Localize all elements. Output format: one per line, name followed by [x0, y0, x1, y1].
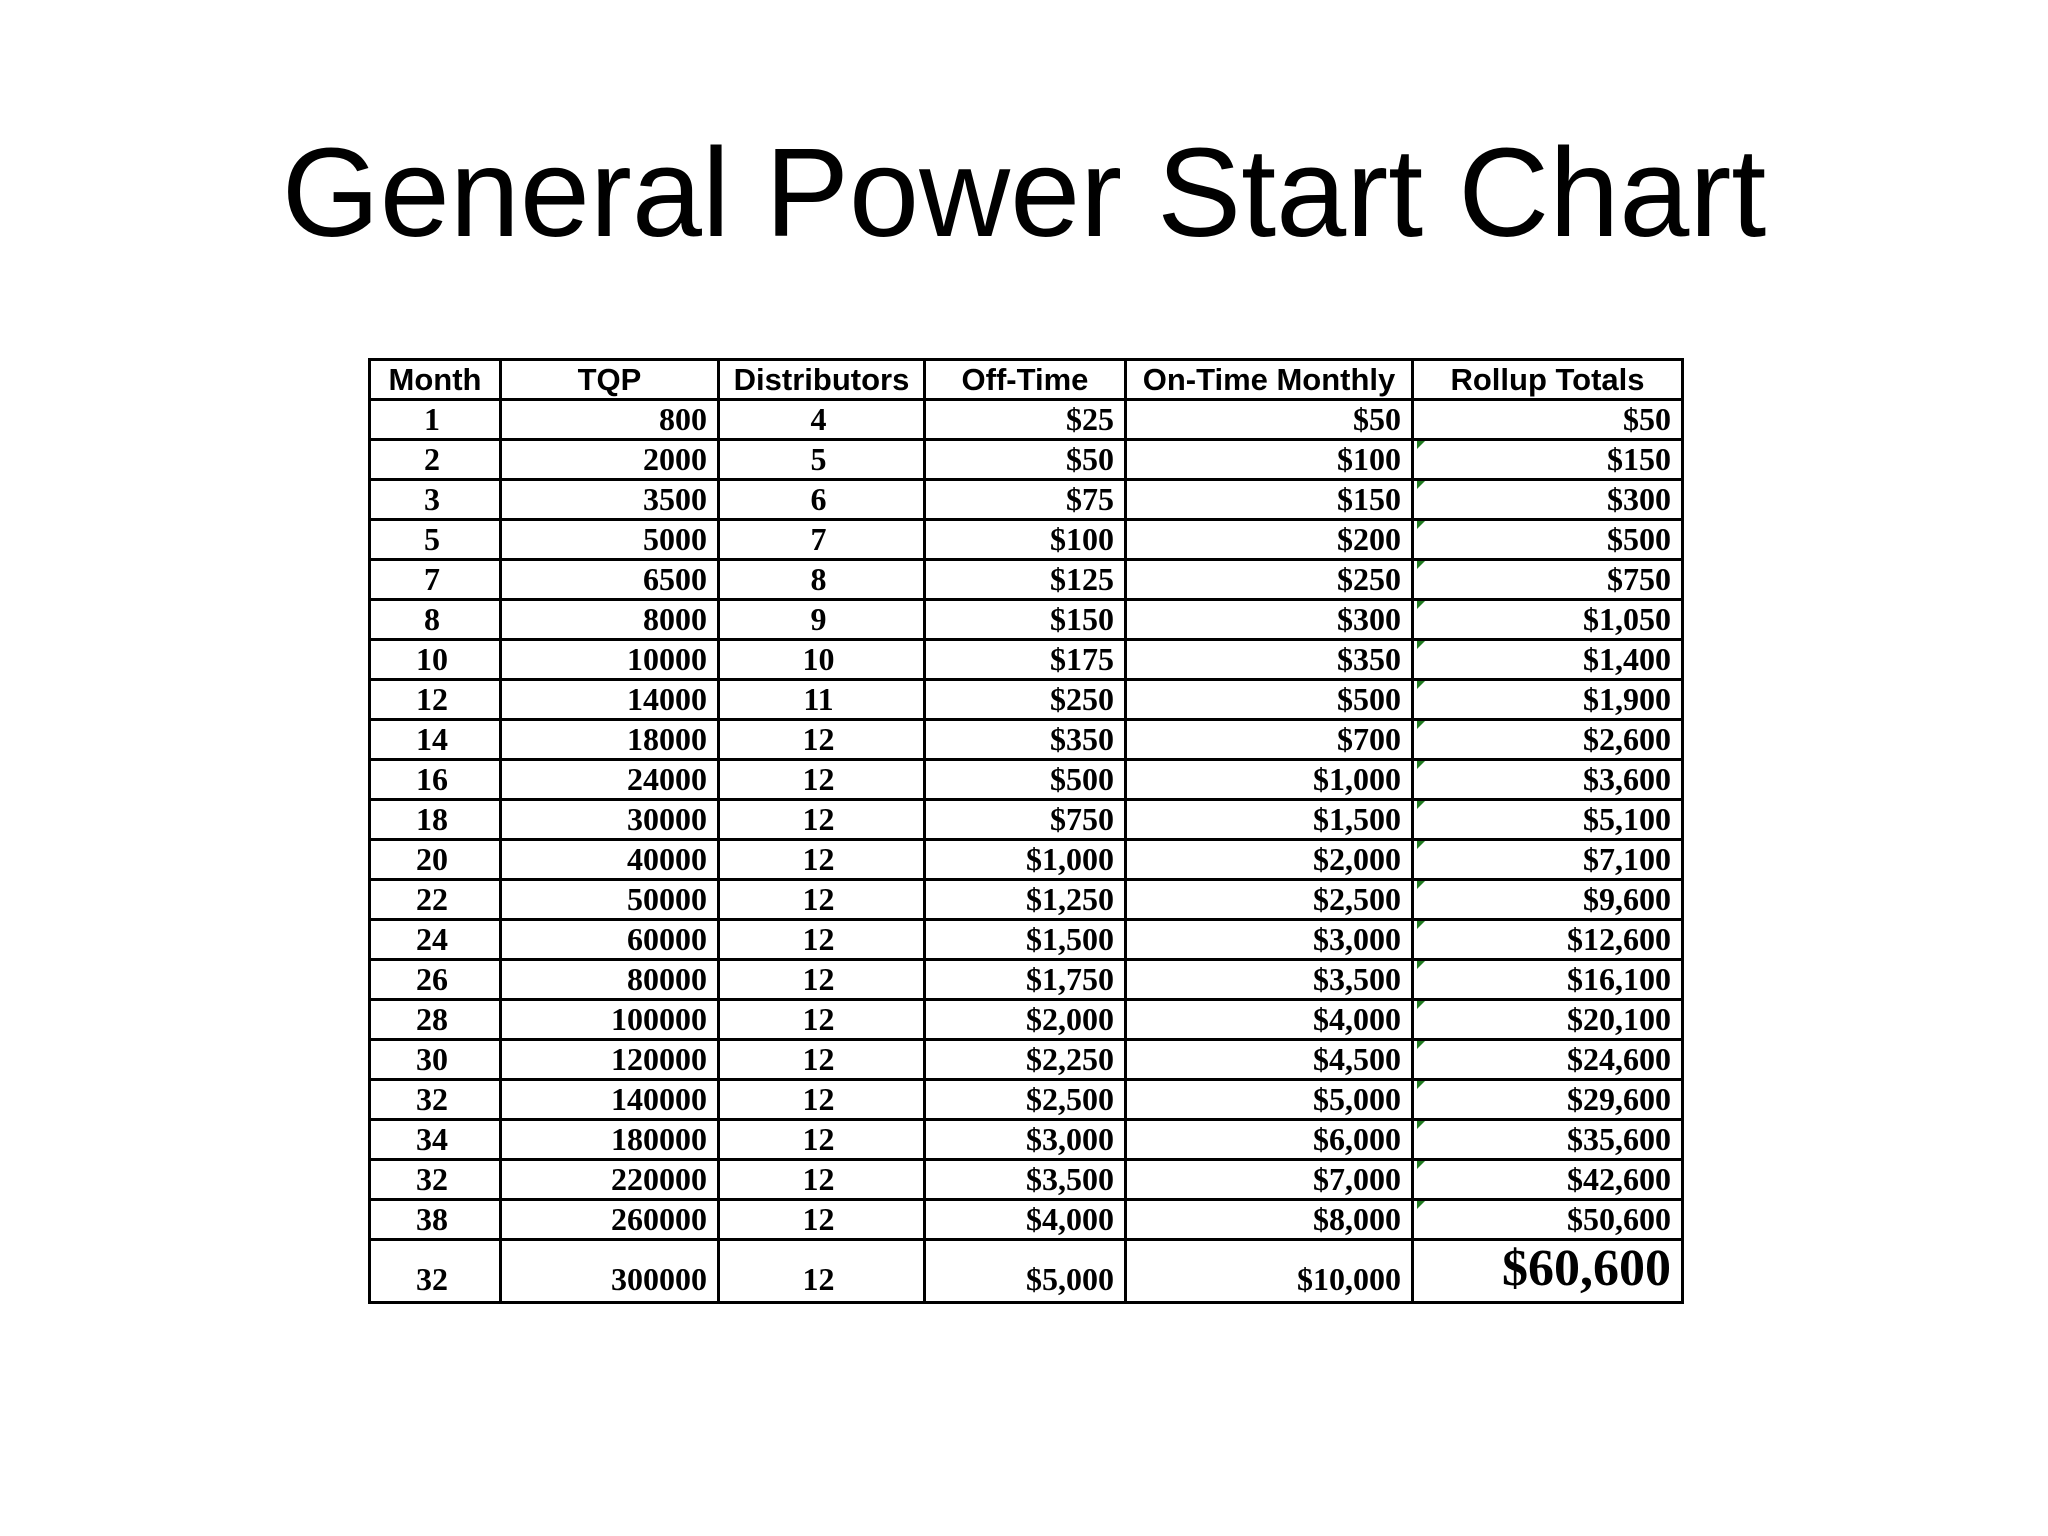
cell-comment-marker-icon	[1417, 1121, 1425, 1129]
cell-on-time-monthly: $300	[1126, 600, 1413, 640]
cell-value: $16,100	[1567, 961, 1671, 997]
cell-comment-marker-icon	[1417, 921, 1425, 929]
cell-month: 3	[370, 480, 501, 520]
table-row	[370, 880, 1683, 920]
cell-on-time-monthly: $700	[1126, 720, 1413, 760]
cell-off-time: $1,250	[925, 880, 1126, 920]
cell-value: $20,100	[1567, 1001, 1671, 1037]
cell-off-time: $2,500	[925, 1080, 1126, 1120]
table-row-final	[370, 1240, 1683, 1303]
cell-distributors: 12	[719, 880, 925, 920]
cell-rollup-total	[1413, 640, 1683, 680]
cell-tqp: 100000	[501, 1000, 719, 1040]
cell-value: $12,600	[1567, 921, 1671, 957]
cell-on-time-monthly: $50	[1126, 400, 1413, 440]
cell-distributors: 12	[719, 1000, 925, 1040]
header-distributors: Distributors	[719, 360, 925, 400]
cell-distributors: 7	[719, 520, 925, 560]
cell-comment-marker-icon	[1417, 601, 1425, 609]
cell-off-time: $100	[925, 520, 1126, 560]
cell-distributors: 12	[719, 1080, 925, 1120]
cell-comment-marker-icon	[1417, 761, 1425, 769]
cell-month: 1	[370, 400, 501, 440]
cell-off-time: $5,000	[925, 1240, 1126, 1303]
cell-rollup-total	[1413, 1000, 1683, 1040]
table-row	[370, 560, 1683, 600]
table-row	[370, 1000, 1683, 1040]
cell-value: $750	[1607, 561, 1671, 597]
table-row	[370, 960, 1683, 1000]
cell-distributors: 12	[719, 800, 925, 840]
table-row	[370, 600, 1683, 640]
cell-month: 5	[370, 520, 501, 560]
cell-month: 28	[370, 1000, 501, 1040]
cell-month: 2	[370, 440, 501, 480]
cell-on-time-monthly: $350	[1126, 640, 1413, 680]
cell-rollup-total	[1413, 960, 1683, 1000]
cell-comment-marker-icon	[1417, 721, 1425, 729]
table-body	[370, 400, 1683, 1240]
cell-distributors: 12	[719, 1240, 925, 1303]
cell-off-time: $1,500	[925, 920, 1126, 960]
table-row	[370, 680, 1683, 720]
cell-distributors: 12	[719, 960, 925, 1000]
cell-tqp: 30000	[501, 800, 719, 840]
cell-comment-marker-icon	[1417, 881, 1425, 889]
cell-comment-marker-icon	[1417, 561, 1425, 569]
cell-rollup-total	[1413, 760, 1683, 800]
cell-value: $2,600	[1583, 721, 1671, 757]
cell-month: 30	[370, 1040, 501, 1080]
cell-month: 24	[370, 920, 501, 960]
cell-value: $5,100	[1583, 801, 1671, 837]
cell-off-time: $350	[925, 720, 1126, 760]
cell-tqp: 60000	[501, 920, 719, 960]
cell-on-time-monthly: $8,000	[1126, 1200, 1413, 1240]
table-row	[370, 1160, 1683, 1200]
cell-tqp: 18000	[501, 720, 719, 760]
cell-value: $9,600	[1583, 881, 1671, 917]
cell-on-time-monthly: $250	[1126, 560, 1413, 600]
cell-tqp: 5000	[501, 520, 719, 560]
cell-value: $1,050	[1583, 601, 1671, 637]
cell-distributors: 12	[719, 1160, 925, 1200]
cell-off-time: $2,250	[925, 1040, 1126, 1080]
cell-month: 7	[370, 560, 501, 600]
cell-distributors: 4	[719, 400, 925, 440]
cell-off-time: $2,000	[925, 1000, 1126, 1040]
cell-distributors: 10	[719, 640, 925, 680]
header-month: Month	[370, 360, 501, 400]
cell-value: $35,600	[1567, 1121, 1671, 1157]
cell-off-time: $3,500	[925, 1160, 1126, 1200]
cell-off-time: $500	[925, 760, 1126, 800]
cell-on-time-monthly: $500	[1126, 680, 1413, 720]
cell-tqp: 14000	[501, 680, 719, 720]
table-row	[370, 800, 1683, 840]
cell-month: 10	[370, 640, 501, 680]
cell-on-time-monthly: $6,000	[1126, 1120, 1413, 1160]
cell-on-time-monthly: $10,000	[1126, 1240, 1413, 1303]
cell-distributors: 12	[719, 1120, 925, 1160]
cell-month: 18	[370, 800, 501, 840]
cell-rollup-total	[1413, 720, 1683, 760]
cell-comment-marker-icon	[1417, 841, 1425, 849]
cell-off-time: $250	[925, 680, 1126, 720]
cell-distributors: 12	[719, 760, 925, 800]
cell-on-time-monthly: $5,000	[1126, 1080, 1413, 1120]
table-row	[370, 640, 1683, 680]
cell-rollup-total	[1413, 880, 1683, 920]
cell-tqp: 140000	[501, 1080, 719, 1120]
cell-month: 32	[370, 1160, 501, 1200]
power-start-table	[368, 358, 1684, 1304]
table-row	[370, 840, 1683, 880]
table-row	[370, 1200, 1683, 1240]
table-row	[370, 440, 1683, 480]
cell-rollup-total	[1413, 560, 1683, 600]
cell-off-time: $150	[925, 600, 1126, 640]
cell-distributors: 9	[719, 600, 925, 640]
cell-distributors: 12	[719, 720, 925, 760]
cell-on-time-monthly: $2,500	[1126, 880, 1413, 920]
slide-title: General Power Start Chart	[281, 122, 1767, 263]
cell-off-time: $25	[925, 400, 1126, 440]
cell-month: 32	[370, 1080, 501, 1120]
cell-on-time-monthly: $200	[1126, 520, 1413, 560]
cell-tqp: 220000	[501, 1160, 719, 1200]
cell-comment-marker-icon	[1417, 1201, 1425, 1209]
cell-rollup-total	[1413, 520, 1683, 560]
cell-rollup-total	[1413, 840, 1683, 880]
cell-on-time-monthly: $150	[1126, 480, 1413, 520]
cell-off-time: $1,000	[925, 840, 1126, 880]
cell-tqp: 10000	[501, 640, 719, 680]
cell-rollup-total	[1413, 600, 1683, 640]
cell-comment-marker-icon	[1417, 441, 1425, 449]
table-final	[370, 1240, 1683, 1303]
cell-tqp: 800	[501, 400, 719, 440]
cell-month: 20	[370, 840, 501, 880]
cell-on-time-monthly: $3,000	[1126, 920, 1413, 960]
cell-rollup-total	[1413, 1080, 1683, 1120]
cell-value: $3,600	[1583, 761, 1671, 797]
cell-distributors: 6	[719, 480, 925, 520]
cell-comment-marker-icon	[1417, 961, 1425, 969]
header-rollup-totals: Rollup Totals	[1413, 360, 1683, 400]
cell-comment-marker-icon	[1417, 681, 1425, 689]
cell-distributors: 12	[719, 920, 925, 960]
cell-distributors: 11	[719, 680, 925, 720]
cell-off-time: $3,000	[925, 1120, 1126, 1160]
cell-value: $24,600	[1567, 1041, 1671, 1077]
cell-tqp: 6500	[501, 560, 719, 600]
table-row	[370, 1120, 1683, 1160]
cell-on-time-monthly: $1,000	[1126, 760, 1413, 800]
cell-tqp: 260000	[501, 1200, 719, 1240]
cell-month: 16	[370, 760, 501, 800]
cell-value: $1,900	[1583, 681, 1671, 717]
cell-comment-marker-icon	[1417, 641, 1425, 649]
cell-tqp: 2000	[501, 440, 719, 480]
cell-value: $7,100	[1583, 841, 1671, 877]
cell-on-time-monthly: $7,000	[1126, 1160, 1413, 1200]
table-row	[370, 400, 1683, 440]
table-row	[370, 520, 1683, 560]
cell-tqp: 120000	[501, 1040, 719, 1080]
cell-month: 38	[370, 1200, 501, 1240]
table-row	[370, 720, 1683, 760]
cell-off-time: $4,000	[925, 1200, 1126, 1240]
cell-rollup-total	[1413, 1200, 1683, 1240]
header-tqp: TQP	[501, 360, 719, 400]
cell-tqp: 24000	[501, 760, 719, 800]
cell-rollup-total: $50	[1413, 400, 1683, 440]
cell-rollup-total	[1413, 680, 1683, 720]
cell-rollup-total	[1413, 1040, 1683, 1080]
cell-value: $29,600	[1567, 1081, 1671, 1117]
cell-on-time-monthly: $4,000	[1126, 1000, 1413, 1040]
table-row	[370, 480, 1683, 520]
cell-rollup-total-final: $60,600	[1413, 1240, 1683, 1303]
cell-rollup-total	[1413, 480, 1683, 520]
cell-value: $500	[1607, 521, 1671, 557]
cell-value: $1,400	[1583, 641, 1671, 677]
cell-tqp: 180000	[501, 1120, 719, 1160]
cell-rollup-total	[1413, 1160, 1683, 1200]
table-row	[370, 1040, 1683, 1080]
cell-rollup-total	[1413, 800, 1683, 840]
table-row	[370, 760, 1683, 800]
cell-off-time: $50	[925, 440, 1126, 480]
cell-value: $150	[1607, 441, 1671, 477]
cell-tqp: 50000	[501, 880, 719, 920]
cell-month: 8	[370, 600, 501, 640]
cell-month: 26	[370, 960, 501, 1000]
cell-distributors: 5	[719, 440, 925, 480]
cell-tqp: 8000	[501, 600, 719, 640]
cell-off-time: $750	[925, 800, 1126, 840]
cell-comment-marker-icon	[1417, 1001, 1425, 1009]
cell-value: $42,600	[1567, 1161, 1671, 1197]
cell-comment-marker-icon	[1417, 481, 1425, 489]
cell-tqp: 300000	[501, 1240, 719, 1303]
cell-on-time-monthly: $100	[1126, 440, 1413, 480]
cell-month: 14	[370, 720, 501, 760]
cell-off-time: $175	[925, 640, 1126, 680]
cell-distributors: 12	[719, 1040, 925, 1080]
cell-tqp: 40000	[501, 840, 719, 880]
cell-comment-marker-icon	[1417, 1161, 1425, 1169]
cell-tqp: 3500	[501, 480, 719, 520]
table-row	[370, 920, 1683, 960]
cell-distributors: 12	[719, 1200, 925, 1240]
header-on-time-monthly: On-Time Monthly	[1126, 360, 1413, 400]
cell-rollup-total	[1413, 920, 1683, 960]
cell-on-time-monthly: $1,500	[1126, 800, 1413, 840]
cell-month: 12	[370, 680, 501, 720]
cell-distributors: 8	[719, 560, 925, 600]
cell-off-time: $1,750	[925, 960, 1126, 1000]
cell-comment-marker-icon	[1417, 521, 1425, 529]
cell-month: 32	[370, 1240, 501, 1303]
table-row	[370, 1080, 1683, 1120]
cell-on-time-monthly: $4,500	[1126, 1040, 1413, 1080]
cell-rollup-total	[1413, 1120, 1683, 1160]
header-off-time: Off-Time	[925, 360, 1126, 400]
cell-comment-marker-icon	[1417, 1041, 1425, 1049]
table-header-row	[370, 360, 1683, 400]
cell-comment-marker-icon	[1417, 1081, 1425, 1089]
cell-value: $300	[1607, 481, 1671, 517]
cell-month: 22	[370, 880, 501, 920]
cell-distributors: 12	[719, 840, 925, 880]
cell-on-time-monthly: $2,000	[1126, 840, 1413, 880]
cell-off-time: $125	[925, 560, 1126, 600]
cell-comment-marker-icon	[1417, 801, 1425, 809]
cell-value: $50,600	[1567, 1201, 1671, 1237]
cell-rollup-total	[1413, 440, 1683, 480]
cell-on-time-monthly: $3,500	[1126, 960, 1413, 1000]
cell-off-time: $75	[925, 480, 1126, 520]
cell-tqp: 80000	[501, 960, 719, 1000]
cell-month: 34	[370, 1120, 501, 1160]
